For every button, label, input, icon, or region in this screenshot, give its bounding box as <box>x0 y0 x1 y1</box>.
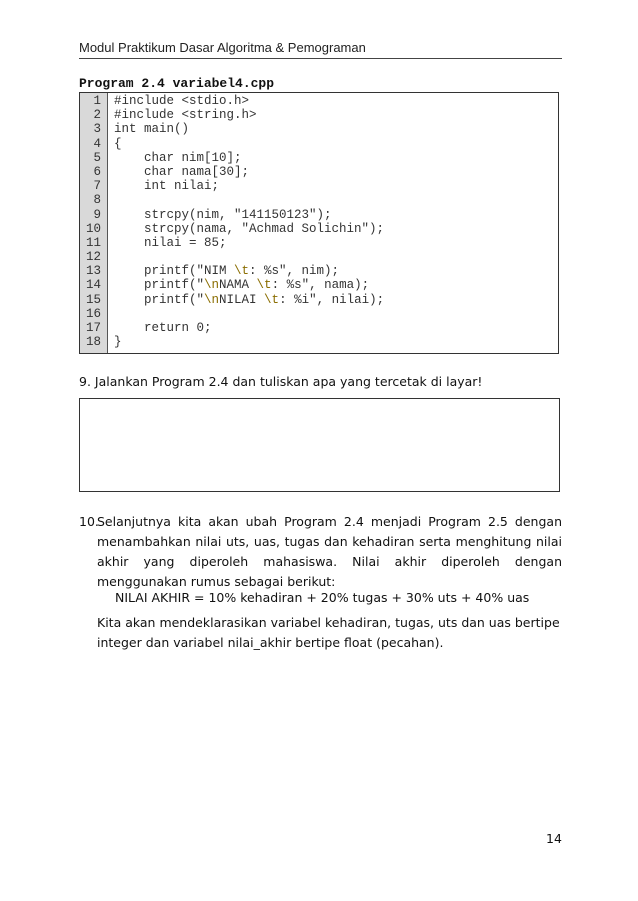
page-number: 14 <box>546 831 562 846</box>
question-number: 10. <box>79 514 99 529</box>
line-number: 13 <box>85 264 101 279</box>
code-line: return 0; <box>114 321 212 335</box>
code-line: nilai = 85; <box>114 235 227 250</box>
code-line <box>114 193 558 207</box>
line-number: 2 <box>93 108 101 123</box>
code-line: char nama[30]; <box>114 164 250 179</box>
question-number: 9. <box>79 374 91 389</box>
question-text: Jalankan Program 2.4 dan tuliskan apa yang tercetak di layar! <box>94 374 483 389</box>
code-line: strcpy(nim, "141150123"); <box>114 207 332 222</box>
formula-text: NILAI AKHIR = 10% kehadiran + 20% tugas + 30% uts + 40% uas <box>115 590 530 605</box>
question-text: Selanjutnya kita akan ubah Program 2.4 menjadi Program 2.5 dengan menambahkan nilai uts, uas, tugas dan kehadiran serta menghitung nilai akhir yang diperoleh mahasiswa. Nilai akhir diperoleh dengan menggunakan rumus sebagai berikut: <box>97 514 562 589</box>
escape-sequence: \t <box>234 264 250 279</box>
code-line: int nilai; <box>114 179 220 194</box>
code-line: char nim[10]; <box>114 150 242 165</box>
code-listing <box>79 92 559 354</box>
page-header: Modul Praktikum Dasar Algoritma & Pemograman <box>79 40 562 59</box>
line-number: 17 <box>85 321 101 335</box>
escape-sequence: \t <box>256 278 272 293</box>
question-9 <box>79 374 562 389</box>
line-number: 7 <box>93 179 101 194</box>
line-number: 11 <box>85 235 101 250</box>
line-number: 12 <box>85 250 101 265</box>
escape-sequence: \n <box>204 278 220 293</box>
line-number: 6 <box>93 164 101 179</box>
line-number: 8 <box>93 193 101 208</box>
code-line: int main() <box>114 122 190 137</box>
escape-sequence: \n <box>204 292 220 307</box>
code-line: } <box>114 335 122 350</box>
line-number: 9 <box>93 207 101 222</box>
line-number: 4 <box>93 136 101 151</box>
line-number: 14 <box>85 278 101 293</box>
code-line <box>114 250 558 264</box>
question-10 <box>79 512 562 592</box>
code-line: printf("\nNILAI \t: %i", nilai); <box>114 292 385 307</box>
line-number: 1 <box>93 94 101 108</box>
line-number: 18 <box>85 335 101 350</box>
code-line: strcpy(nama, "Achmad Solichin"); <box>114 221 385 236</box>
program-title: Program 2.4 variabel4.cpp <box>79 76 275 91</box>
code-line: #include <stdio.h> <box>114 94 250 108</box>
line-number: 16 <box>85 306 101 321</box>
code-line: printf("NIM \t: %s", nim); <box>114 264 340 279</box>
line-number-gutter <box>80 93 108 353</box>
declaration-paragraph: Kita akan mendeklarasikan variabel kehadiran, tugas, uts dan uas bertipe integer dan variabel nilai_akhir bertipe float (pecahan). <box>97 615 560 650</box>
code-line: #include <string.h> <box>114 108 257 123</box>
line-number: 15 <box>85 292 101 307</box>
line-number: 3 <box>93 122 101 137</box>
code-line: printf("\nNAMA \t: %s", nama); <box>114 278 370 293</box>
line-number: 10 <box>85 221 101 236</box>
code-line <box>114 307 558 321</box>
line-number: 5 <box>93 150 101 165</box>
code-line: { <box>114 136 122 151</box>
code-body <box>108 93 558 353</box>
escape-sequence: \t <box>264 292 280 307</box>
answer-box <box>79 398 560 492</box>
